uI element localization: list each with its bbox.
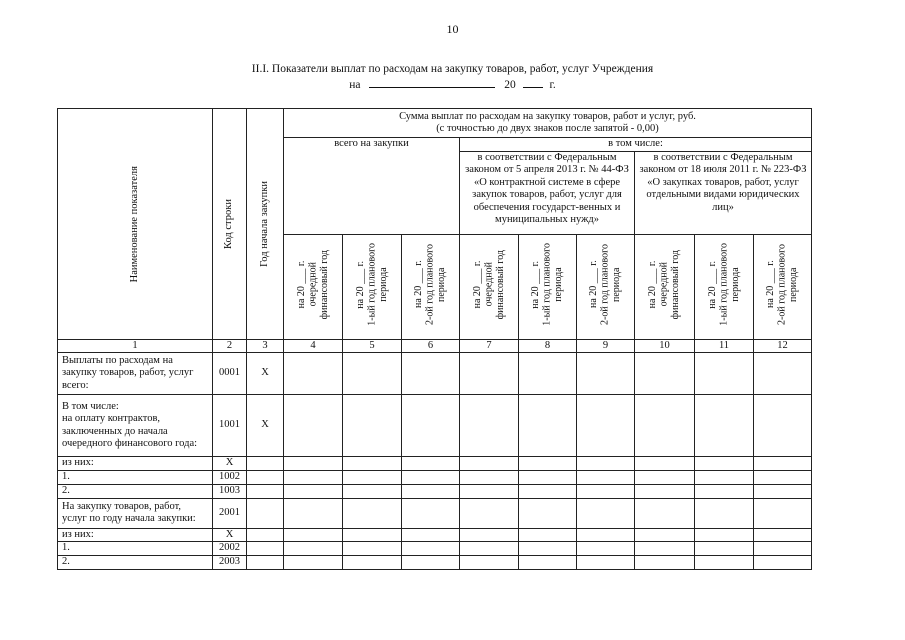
header-period-5: на 20 ___ г. 1-ый год планового периода <box>343 234 402 339</box>
value-cell[interactable] <box>519 498 577 528</box>
col-number: 12 <box>754 339 812 353</box>
col-number: 3 <box>247 339 284 353</box>
value-cell[interactable] <box>577 556 635 570</box>
header-period-8: на 20 ___ г. 1-ый год планового периода <box>519 234 577 339</box>
value-cell[interactable] <box>695 498 754 528</box>
header-period-7: на 20 ___ г. очередной финансовый год <box>460 234 519 339</box>
row-name: из них: <box>58 528 213 542</box>
value-cell[interactable] <box>754 542 812 556</box>
col-number: 6 <box>402 339 460 353</box>
value-cell[interactable] <box>284 528 343 542</box>
value-cell[interactable] <box>343 542 402 556</box>
value-cell[interactable] <box>343 353 402 395</box>
value-cell[interactable] <box>754 353 812 395</box>
value-cell[interactable] <box>460 395 519 457</box>
value-cell[interactable] <box>754 556 812 570</box>
col-number: 11 <box>695 339 754 353</box>
value-cell[interactable] <box>577 498 635 528</box>
row-year[interactable] <box>247 470 284 484</box>
row-code: 0001 <box>213 353 247 395</box>
header-total: всего на закупки <box>284 138 460 235</box>
title-year-suffix: г. <box>549 79 556 91</box>
value-cell[interactable] <box>577 395 635 457</box>
value-cell[interactable] <box>460 484 519 498</box>
value-cell[interactable] <box>284 470 343 484</box>
row-code: 1002 <box>213 470 247 484</box>
table-row <box>58 498 812 528</box>
header-including: в том числе: <box>460 138 812 152</box>
header-period-4: на 20 ___ г. очередной финансовый год <box>284 234 343 339</box>
value-cell[interactable] <box>460 542 519 556</box>
value-cell[interactable] <box>519 484 577 498</box>
value-cell[interactable] <box>343 395 402 457</box>
title-year-prefix: 20 <box>504 79 516 91</box>
table-row <box>58 528 812 542</box>
value-cell[interactable] <box>402 457 460 471</box>
value-cell[interactable] <box>343 484 402 498</box>
header-period-12: на 20 ___ г. 2-ой год планового периода <box>754 234 812 339</box>
value-cell[interactable] <box>635 498 695 528</box>
row-name: На закупку товаров, работ, услуг по году начала закупки: <box>58 498 213 528</box>
table-row <box>58 457 812 471</box>
date-blank <box>369 77 495 88</box>
header-fz44: в соответствии с Федеральным законом от 5 апреля 2013 г. № 44-ФЗ «О контрактной системе в сфере закупок товаров, работ, услуг для обеспечения государст-венных и муниципальных нужд» <box>460 151 635 234</box>
value-cell[interactable] <box>754 498 812 528</box>
value-cell[interactable] <box>519 470 577 484</box>
header-fz223: в соответствии с Федеральным законом от 18 июля 2011 г. № 223-ФЗ «О закупках товаров, работ, услуг отдельными видами юридических лиц» <box>635 151 812 234</box>
col-number: 9 <box>577 339 635 353</box>
value-cell[interactable] <box>577 528 635 542</box>
value-cell[interactable] <box>635 395 695 457</box>
table-row <box>58 395 812 457</box>
table-row <box>58 484 812 498</box>
value-cell[interactable] <box>284 484 343 498</box>
row-name: 2. <box>58 484 213 498</box>
row-year[interactable] <box>247 498 284 528</box>
value-cell[interactable] <box>460 528 519 542</box>
value-cell[interactable] <box>519 542 577 556</box>
header-sum-title: Сумма выплат по расходам на закупку товаров, работ и услуг, руб. (с точностью до двух знаков после запятой - 0,00) <box>284 109 812 138</box>
row-name: 1. <box>58 542 213 556</box>
value-cell[interactable] <box>754 470 812 484</box>
table-row <box>58 470 812 484</box>
col-number: 10 <box>635 339 695 353</box>
value-cell[interactable] <box>460 470 519 484</box>
year-blank <box>523 77 543 88</box>
row-code: 2003 <box>213 556 247 570</box>
row-code: X <box>213 457 247 471</box>
value-cell[interactable] <box>519 457 577 471</box>
value-cell[interactable] <box>635 457 695 471</box>
value-cell[interactable] <box>402 528 460 542</box>
row-name: Выплаты по расходам на закупку товаров, работ, услуг всего: <box>58 353 213 395</box>
table-row <box>58 353 812 395</box>
value-cell[interactable] <box>695 528 754 542</box>
value-cell[interactable] <box>695 470 754 484</box>
row-year[interactable] <box>247 542 284 556</box>
value-cell[interactable] <box>754 395 812 457</box>
col-number: 4 <box>284 339 343 353</box>
value-cell[interactable] <box>635 484 695 498</box>
row-year[interactable] <box>247 556 284 570</box>
table-row <box>58 542 812 556</box>
value-cell[interactable] <box>284 556 343 570</box>
value-cell[interactable] <box>519 353 577 395</box>
title-date-line <box>0 77 905 93</box>
row-year: X <box>247 353 284 395</box>
value-cell[interactable] <box>284 457 343 471</box>
value-cell[interactable] <box>577 353 635 395</box>
value-cell[interactable] <box>343 457 402 471</box>
value-cell[interactable] <box>577 542 635 556</box>
value-cell[interactable] <box>284 542 343 556</box>
row-year[interactable] <box>247 484 284 498</box>
value-cell[interactable] <box>460 457 519 471</box>
row-name: 1. <box>58 470 213 484</box>
value-cell[interactable] <box>460 556 519 570</box>
value-cell[interactable] <box>460 353 519 395</box>
column-number-row <box>58 339 812 353</box>
row-name: В том числе: на оплату контрактов, заключенных до начала очередного финансового года: <box>58 395 213 457</box>
col-number: 5 <box>343 339 402 353</box>
value-cell[interactable] <box>635 353 695 395</box>
value-cell[interactable] <box>695 395 754 457</box>
value-cell[interactable] <box>695 457 754 471</box>
page-number: 10 <box>446 22 459 36</box>
row-name: из них: <box>58 457 213 471</box>
col-number: 8 <box>519 339 577 353</box>
value-cell[interactable] <box>695 353 754 395</box>
col-number: 7 <box>460 339 519 353</box>
row-year <box>247 457 284 471</box>
title-on-label: на <box>349 79 361 91</box>
value-cell[interactable] <box>635 542 695 556</box>
col-number: 1 <box>58 339 213 353</box>
header-period-6: на 20 ___ г. 2-ой год планового периода <box>402 234 460 339</box>
value-cell[interactable] <box>695 556 754 570</box>
value-cell[interactable] <box>754 528 812 542</box>
value-cell[interactable] <box>402 470 460 484</box>
value-cell[interactable] <box>754 484 812 498</box>
value-cell[interactable] <box>402 353 460 395</box>
row-code: 1003 <box>213 484 247 498</box>
payments-table <box>57 108 812 570</box>
value-cell[interactable] <box>577 484 635 498</box>
value-cell[interactable] <box>343 470 402 484</box>
row-name: 2. <box>58 556 213 570</box>
value-cell[interactable] <box>460 498 519 528</box>
value-cell[interactable] <box>402 542 460 556</box>
value-cell[interactable] <box>577 470 635 484</box>
value-cell[interactable] <box>519 395 577 457</box>
value-cell[interactable] <box>402 395 460 457</box>
value-cell[interactable] <box>343 498 402 528</box>
value-cell[interactable] <box>402 484 460 498</box>
value-cell[interactable] <box>284 498 343 528</box>
header-year: Год начала закупки <box>247 109 284 340</box>
row-year <box>247 528 284 542</box>
value-cell[interactable] <box>519 528 577 542</box>
row-year: X <box>247 395 284 457</box>
table-row <box>58 556 812 570</box>
value-cell[interactable] <box>635 470 695 484</box>
value-cell[interactable] <box>635 528 695 542</box>
header-period-11: на 20 ___ г. 1-ый год планового периода <box>695 234 754 339</box>
header-period-9: на 20 ___ г. 2-ой год планового периода <box>577 234 635 339</box>
value-cell[interactable] <box>284 353 343 395</box>
value-cell[interactable] <box>635 556 695 570</box>
value-cell[interactable] <box>284 395 343 457</box>
form-title <box>0 62 905 93</box>
value-cell[interactable] <box>402 498 460 528</box>
header-period-10: на 20 ___ г. очередной финансовый год <box>635 234 695 339</box>
row-code: X <box>213 528 247 542</box>
row-code: 1001 <box>213 395 247 457</box>
row-code: 2002 <box>213 542 247 556</box>
value-cell[interactable] <box>695 542 754 556</box>
value-cell[interactable] <box>519 556 577 570</box>
header-code: Код строки <box>213 109 247 340</box>
value-cell[interactable] <box>754 457 812 471</box>
value-cell[interactable] <box>402 556 460 570</box>
value-cell[interactable] <box>343 528 402 542</box>
row-code: 2001 <box>213 498 247 528</box>
col-number: 2 <box>213 339 247 353</box>
title-line: II.I. Показатели выплат по расходам на закупку товаров, работ, услуг Учреждения <box>251 63 654 75</box>
value-cell[interactable] <box>577 457 635 471</box>
value-cell[interactable] <box>695 484 754 498</box>
value-cell[interactable] <box>343 556 402 570</box>
header-name: Наименование показателя <box>58 109 213 340</box>
